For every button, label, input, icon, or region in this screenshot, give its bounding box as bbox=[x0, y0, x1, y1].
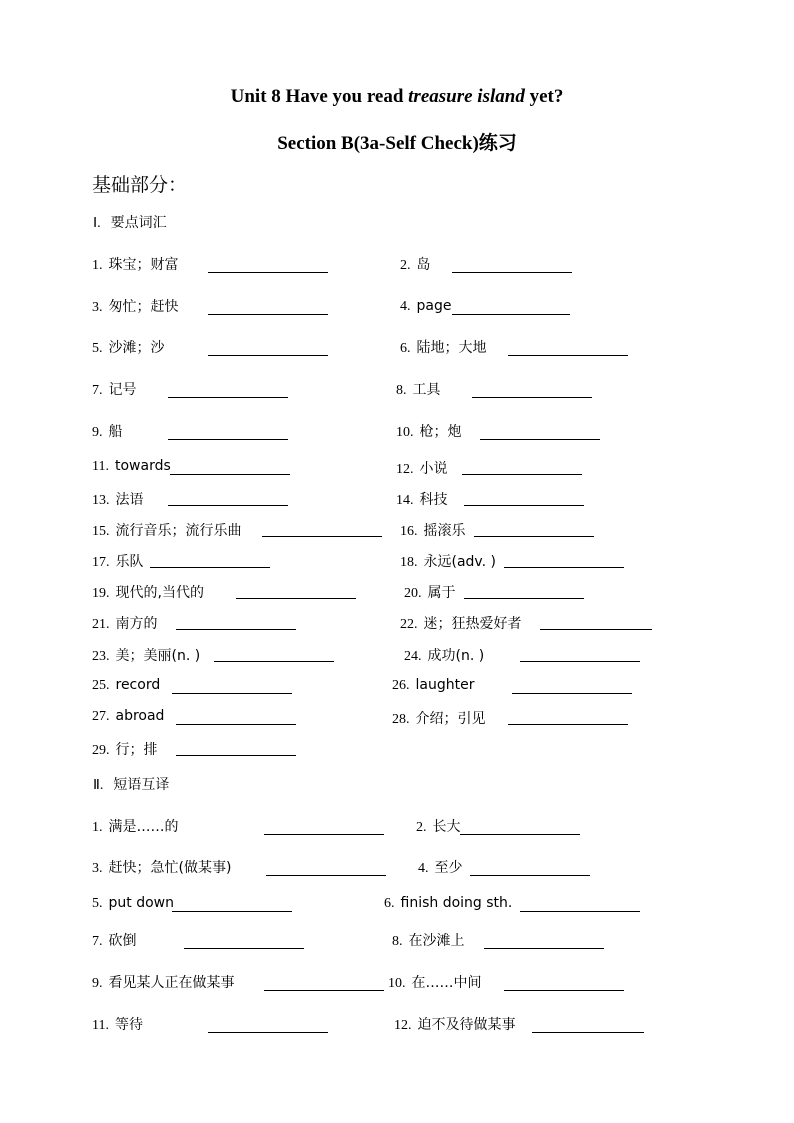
item-number: 21. bbox=[92, 617, 110, 632]
item-number: 11. bbox=[92, 1018, 109, 1033]
vocab-item bbox=[92, 254, 179, 274]
title-italic: treasure island bbox=[408, 86, 525, 107]
vocab-item bbox=[418, 857, 463, 877]
vocab-item bbox=[400, 551, 496, 571]
item-number: 18. bbox=[400, 555, 418, 570]
vocab-item bbox=[400, 520, 466, 540]
item-prompt: laughter bbox=[415, 677, 475, 693]
item-prompt: 沙滩；沙 bbox=[108, 340, 165, 356]
answer-blank[interactable] bbox=[168, 397, 288, 398]
vocab-item bbox=[92, 1014, 143, 1034]
item-prompt: 摇滚乐 bbox=[423, 523, 466, 539]
answer-blank[interactable] bbox=[172, 693, 292, 694]
section-2-number: Ⅱ. bbox=[93, 778, 104, 793]
vocab-item bbox=[92, 972, 235, 992]
item-prompt: 在……中间 bbox=[411, 975, 482, 991]
answer-blank[interactable] bbox=[184, 948, 304, 949]
answer-blank[interactable] bbox=[172, 911, 292, 912]
item-number: 17. bbox=[92, 555, 110, 570]
item-number: 10. bbox=[396, 425, 414, 440]
item-number: 28. bbox=[392, 712, 410, 727]
item-number: 25. bbox=[92, 678, 110, 693]
answer-blank[interactable] bbox=[462, 474, 582, 475]
answer-blank[interactable] bbox=[208, 355, 328, 356]
answer-blank[interactable] bbox=[176, 755, 296, 756]
answer-blank[interactable] bbox=[508, 724, 628, 725]
vocab-item bbox=[92, 379, 137, 399]
item-prompt: 行；排 bbox=[115, 742, 158, 758]
answer-blank[interactable] bbox=[520, 661, 640, 662]
vocab-item bbox=[92, 645, 200, 665]
item-prompt: 永远(adv. ) bbox=[423, 554, 496, 570]
answer-blank[interactable] bbox=[472, 397, 592, 398]
vocab-item bbox=[92, 857, 231, 877]
vocab-item bbox=[92, 551, 144, 571]
item-prompt: record bbox=[115, 677, 161, 693]
item-number: 29. bbox=[92, 743, 110, 758]
vocab-item bbox=[92, 489, 144, 509]
item-number: 3. bbox=[92, 300, 103, 315]
item-number: 8. bbox=[392, 934, 403, 949]
answer-blank[interactable] bbox=[504, 567, 624, 568]
answer-blank[interactable] bbox=[460, 834, 580, 835]
answer-blank[interactable] bbox=[236, 598, 356, 599]
title-suffix: yet? bbox=[524, 86, 564, 107]
item-prompt: 介绍；引见 bbox=[415, 711, 486, 727]
item-prompt: 船 bbox=[108, 424, 123, 440]
item-number: 7. bbox=[92, 934, 103, 949]
item-prompt: 迷；狂热爱好者 bbox=[423, 616, 522, 632]
answer-blank[interactable] bbox=[264, 834, 384, 835]
item-number: 24. bbox=[404, 649, 422, 664]
item-prompt: 等待 bbox=[114, 1017, 143, 1033]
item-number: 3. bbox=[92, 861, 103, 876]
vocab-item bbox=[92, 816, 179, 836]
answer-blank[interactable] bbox=[532, 1032, 644, 1033]
vocab-item bbox=[92, 421, 123, 441]
answer-blank[interactable] bbox=[508, 355, 628, 356]
worksheet-title bbox=[0, 86, 794, 108]
item-number: 8. bbox=[396, 383, 407, 398]
item-number: 5. bbox=[92, 896, 103, 911]
item-prompt: 满是……的 bbox=[108, 819, 179, 835]
item-number: 13. bbox=[92, 493, 110, 508]
vocab-item bbox=[92, 520, 242, 540]
item-number: 16. bbox=[400, 524, 418, 539]
section-1-label: 要点词汇 bbox=[110, 215, 167, 231]
item-prompt: 至少 bbox=[434, 860, 463, 876]
answer-blank[interactable] bbox=[474, 536, 594, 537]
section-1-number: Ⅰ. bbox=[93, 216, 101, 231]
item-prompt: 科技 bbox=[419, 492, 448, 508]
answer-blank[interactable] bbox=[520, 911, 640, 912]
item-prompt: abroad bbox=[115, 708, 165, 724]
vocab-item bbox=[396, 458, 448, 478]
item-number: 2. bbox=[416, 820, 427, 835]
item-number: 6. bbox=[400, 341, 411, 356]
item-number: 23. bbox=[92, 649, 110, 664]
item-prompt: 迫不及待做某事 bbox=[417, 1017, 516, 1033]
vocab-item bbox=[396, 379, 441, 399]
item-prompt: 南方的 bbox=[115, 616, 158, 632]
vocab-item bbox=[388, 972, 482, 992]
vocab-item bbox=[396, 421, 462, 441]
item-number: 1. bbox=[92, 258, 103, 273]
item-number: 6. bbox=[384, 896, 395, 911]
item-number: 27. bbox=[92, 709, 110, 724]
answer-blank[interactable] bbox=[176, 724, 296, 725]
answer-blank[interactable] bbox=[464, 598, 584, 599]
answer-blank[interactable] bbox=[484, 948, 604, 949]
item-number: 22. bbox=[400, 617, 418, 632]
item-prompt: 砍倒 bbox=[108, 933, 137, 949]
item-prompt: 赶快；急忙(做某事) bbox=[108, 860, 232, 876]
item-number: 4. bbox=[400, 299, 411, 314]
answer-blank[interactable] bbox=[168, 505, 288, 506]
vocab-item bbox=[92, 677, 160, 694]
vocab-item bbox=[394, 1014, 516, 1034]
vocab-item bbox=[416, 816, 461, 836]
vocab-item bbox=[404, 645, 484, 665]
item-number: 5. bbox=[92, 341, 103, 356]
item-prompt: 成功(n. ) bbox=[427, 648, 485, 664]
item-prompt: 现代的,当代的 bbox=[115, 585, 204, 601]
answer-blank[interactable] bbox=[470, 875, 590, 876]
answer-blank[interactable] bbox=[168, 439, 288, 440]
item-prompt: 长大 bbox=[432, 819, 461, 835]
vocab-item bbox=[392, 677, 474, 694]
answer-blank[interactable] bbox=[266, 875, 386, 876]
vocab-item bbox=[400, 254, 431, 274]
vocab-item bbox=[404, 582, 456, 602]
item-prompt: towards bbox=[114, 458, 171, 474]
vocab-item bbox=[92, 739, 158, 759]
item-number: 15. bbox=[92, 524, 110, 539]
basics-heading: 基础部分： bbox=[92, 174, 188, 196]
item-prompt: 匆忙；赶快 bbox=[108, 299, 179, 315]
section-2-label: 短语互译 bbox=[113, 777, 170, 793]
vocab-item bbox=[92, 337, 165, 357]
answer-blank[interactable] bbox=[480, 439, 600, 440]
answer-blank[interactable] bbox=[214, 661, 334, 662]
answer-blank[interactable] bbox=[504, 990, 624, 991]
item-prompt: 美；美丽(n. ) bbox=[115, 648, 201, 664]
item-number: 11. bbox=[92, 459, 109, 474]
answer-blank[interactable] bbox=[208, 314, 328, 315]
item-number: 12. bbox=[396, 462, 414, 477]
item-prompt: 岛 bbox=[416, 257, 431, 273]
item-prompt: 小说 bbox=[419, 461, 448, 477]
answer-blank[interactable] bbox=[208, 272, 328, 273]
vocab-item bbox=[92, 582, 204, 602]
vocab-item bbox=[392, 708, 486, 728]
answer-blank[interactable] bbox=[208, 1032, 328, 1033]
item-number: 9. bbox=[92, 976, 103, 991]
item-prompt: 属于 bbox=[427, 585, 456, 601]
section-1-heading bbox=[93, 212, 167, 232]
item-number: 10. bbox=[388, 976, 406, 991]
vocab-item bbox=[400, 613, 522, 633]
item-prompt: 在沙滩上 bbox=[408, 933, 465, 949]
item-number: 9. bbox=[92, 425, 103, 440]
item-prompt: 法语 bbox=[115, 492, 144, 508]
item-prompt: 流行音乐；流行乐曲 bbox=[115, 523, 242, 539]
answer-blank[interactable] bbox=[452, 272, 572, 273]
item-prompt: 记号 bbox=[108, 382, 137, 398]
vocab-item bbox=[92, 895, 174, 912]
item-prompt: put down bbox=[108, 895, 174, 911]
item-prompt: page bbox=[416, 298, 452, 314]
item-number: 7. bbox=[92, 383, 103, 398]
answer-blank[interactable] bbox=[540, 629, 652, 630]
item-prompt: finish doing sth. bbox=[400, 895, 513, 911]
vocab-item bbox=[400, 298, 451, 315]
answer-blank[interactable] bbox=[464, 505, 584, 506]
answer-blank[interactable] bbox=[262, 536, 382, 537]
vocab-item bbox=[384, 895, 512, 912]
item-prompt: 枪；炮 bbox=[419, 424, 462, 440]
item-number: 19. bbox=[92, 586, 110, 601]
answer-blank[interactable] bbox=[176, 629, 296, 630]
vocab-item bbox=[92, 458, 171, 475]
answer-blank[interactable] bbox=[512, 693, 632, 694]
item-prompt: 珠宝；财富 bbox=[108, 257, 179, 273]
vocab-item bbox=[92, 613, 158, 633]
item-prompt: 工具 bbox=[412, 382, 441, 398]
vocab-item bbox=[92, 708, 164, 725]
item-number: 14. bbox=[396, 493, 414, 508]
title-prefix: Unit 8 Have you read bbox=[230, 86, 409, 107]
worksheet-subtitle: Section B(3a-Self Check)练习 bbox=[277, 133, 517, 154]
item-number: 1. bbox=[92, 820, 103, 835]
vocab-item bbox=[92, 930, 137, 950]
vocab-item bbox=[392, 930, 465, 950]
item-number: 20. bbox=[404, 586, 422, 601]
item-prompt: 陆地；大地 bbox=[416, 340, 487, 356]
answer-blank[interactable] bbox=[170, 474, 290, 475]
answer-blank[interactable] bbox=[150, 567, 270, 568]
item-prompt: 乐队 bbox=[115, 554, 144, 570]
vocab-item bbox=[92, 296, 179, 316]
item-number: 12. bbox=[394, 1018, 412, 1033]
item-prompt: 看见某人正在做某事 bbox=[108, 975, 235, 991]
item-number: 2. bbox=[400, 258, 411, 273]
item-number: 26. bbox=[392, 678, 410, 693]
item-number: 4. bbox=[418, 861, 429, 876]
section-2-heading bbox=[93, 774, 169, 794]
answer-blank[interactable] bbox=[264, 990, 384, 991]
answer-blank[interactable] bbox=[452, 314, 570, 315]
vocab-item bbox=[396, 489, 448, 509]
vocab-item bbox=[400, 337, 487, 357]
